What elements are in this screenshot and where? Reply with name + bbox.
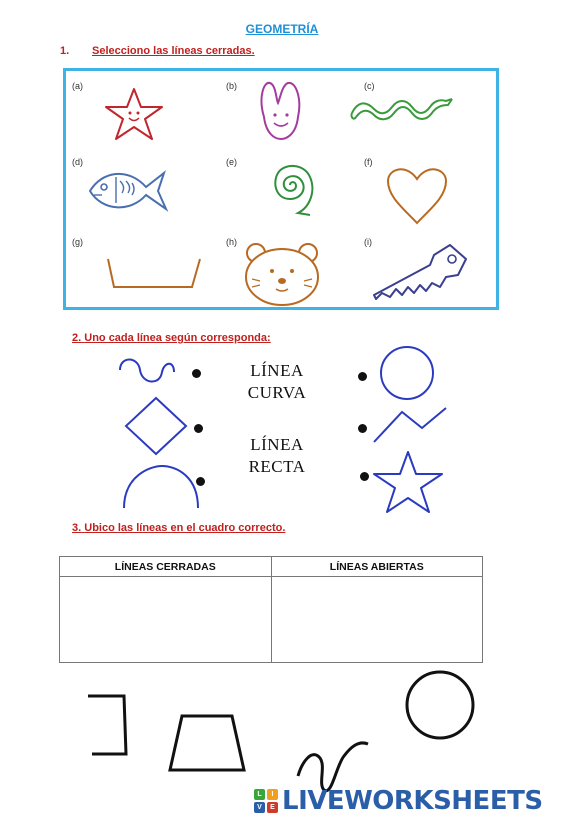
fish-icon[interactable]	[86, 165, 170, 215]
label-linea-recta-line1: LÍNEA	[250, 435, 304, 454]
column-closed-lines: LÍNEAS CERRADAS	[60, 557, 272, 577]
label-linea-curva-line2: CURVA	[247, 383, 307, 402]
item-e-label: (e)	[226, 157, 237, 167]
question-3-number: 3.	[72, 522, 82, 534]
match-dot-right-1[interactable]	[358, 372, 367, 381]
key-icon[interactable]	[370, 243, 470, 303]
table-header-row	[60, 557, 483, 577]
drop-zone-closed[interactable]	[60, 577, 272, 663]
outline-star-icon[interactable]	[372, 450, 444, 516]
watermark-text: LIVEWORKSHEETS	[282, 786, 543, 816]
classification-table	[59, 556, 483, 663]
item-a-label: (a)	[72, 81, 83, 91]
shape-selection-box	[63, 68, 499, 310]
arch-curve-icon[interactable]	[120, 462, 202, 510]
question-1-number: 1.	[60, 45, 70, 57]
wave-curve-icon[interactable]	[116, 354, 178, 388]
logo-letter-l: L	[254, 789, 265, 800]
bunny-icon[interactable]	[256, 77, 308, 143]
liveworksheets-watermark	[254, 786, 543, 816]
liveworksheets-logo-icon	[254, 789, 278, 813]
snake-icon[interactable]	[348, 91, 456, 125]
trapezoid-icon[interactable]	[166, 712, 248, 774]
zigzag-line-icon[interactable]	[372, 404, 448, 444]
item-h-label: (h)	[226, 237, 237, 247]
match-dot-right-2[interactable]	[358, 424, 367, 433]
match-dot-right-3[interactable]	[360, 472, 369, 481]
question-3-text: Ubico las líneas en el cuadro correcto.	[84, 522, 286, 534]
label-linea-recta-line2: RECTA	[248, 457, 306, 476]
logo-letter-e: E	[267, 802, 278, 813]
question-1-text: Selecciono las líneas cerradas.	[92, 45, 255, 57]
match-dot-left-1[interactable]	[192, 369, 201, 378]
diamond-icon[interactable]	[124, 396, 188, 456]
match-dot-left-2[interactable]	[194, 424, 203, 433]
label-linea-curva-line1: LÍNEA	[250, 361, 304, 380]
question-2-text: Uno cada línea según corresponda:	[84, 332, 271, 344]
question-2-heading	[72, 332, 271, 344]
bracket-shape-icon[interactable]	[86, 692, 134, 758]
item-d-label: (d)	[72, 157, 83, 167]
item-b-label: (b)	[226, 81, 237, 91]
column-open-lines: LÍNEAS ABIERTAS	[271, 557, 483, 577]
star-icon[interactable]	[102, 87, 166, 143]
match-dot-left-3[interactable]	[196, 477, 205, 486]
item-c-label: (c)	[364, 81, 375, 91]
circle-shape-icon[interactable]	[402, 670, 478, 740]
spiral-icon[interactable]	[262, 155, 318, 217]
question-2-number: 2.	[72, 332, 82, 344]
open-tray-icon[interactable]	[104, 257, 204, 291]
logo-letter-v: V	[254, 802, 265, 813]
drop-zone-open[interactable]	[271, 577, 483, 663]
item-f-label: (f)	[364, 157, 373, 167]
question-3-heading	[72, 522, 285, 534]
table-row	[60, 577, 483, 663]
page-title: GEOMETRÍA	[245, 22, 319, 36]
bear-face-icon[interactable]	[242, 241, 322, 307]
label-linea-recta	[222, 434, 332, 478]
question-1-heading	[60, 45, 255, 57]
item-g-label: (g)	[72, 237, 83, 247]
circle-icon[interactable]	[378, 344, 436, 402]
heart-icon[interactable]	[384, 163, 450, 227]
item-i-label: (i)	[364, 237, 372, 247]
logo-letter-i: I	[267, 789, 278, 800]
label-linea-curva	[222, 360, 332, 404]
